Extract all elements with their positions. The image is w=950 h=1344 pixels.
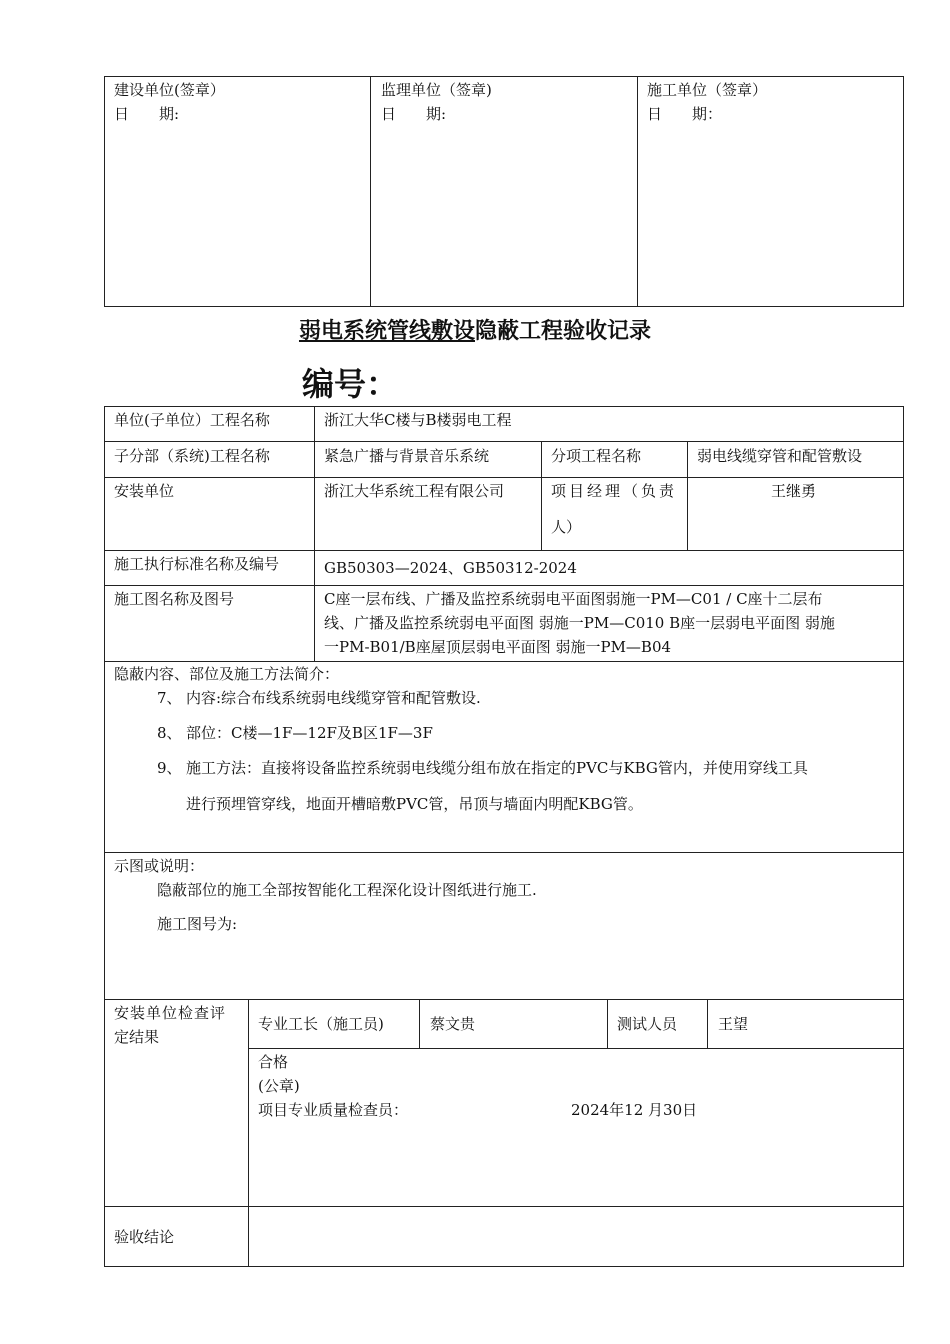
install-unit-value: 浙江大华系统工程有限公司 (324, 482, 505, 500)
drawing-value-line1: C座一层布线、广播及监控系统弱电平面图弱施一PM—C01 / C座十二层布 (324, 590, 823, 608)
construction-unit-seal-label: 建设单位(签章） (114, 81, 225, 99)
row-divider (104, 477, 904, 478)
signature-divider (637, 76, 638, 307)
subdivision-value: 紧急广播与背景音乐系统 (324, 447, 490, 465)
page-title (0, 316, 950, 346)
check-result-label-cont: 定结果 (114, 1028, 160, 1046)
standard-label: 施工执行标准名称及编号 (114, 555, 280, 573)
diagram-note: 隐蔽部位的施工全部按智能化工程深化设计图纸进行施工. (157, 881, 537, 899)
item-name-value: 弱电线缆穿管和配管敷设 (697, 447, 863, 465)
inspector-label: 项目专业质量检查员： (258, 1101, 409, 1119)
title-underlined-part: 弱电系统管线敷设 (298, 318, 475, 344)
supervision-unit-date-label: 日 期: (381, 105, 447, 123)
title-rest: 隐蔽工程验收记录 (475, 318, 652, 344)
concealed-item-text: 部位：C楼—1F—12F及B区1F—3F (186, 724, 433, 742)
row-divider (104, 999, 904, 1000)
row-divider (104, 441, 904, 442)
concealed-item-number: 9、 (157, 759, 182, 777)
column-divider (541, 441, 542, 550)
concealed-item-text: 施工方法：直接将设备监控系统弱电线缆分组布放在指定的PVC与KBG管内，并使用穿线工具 (186, 759, 808, 777)
seal-text: (公章) (258, 1077, 300, 1095)
inspection-date: 2024年12 月30日 (571, 1101, 698, 1119)
standard-value: GB50303—2024、GB50312-2024 (324, 559, 577, 577)
drawing-value-line2: 线、广播及监控系统弱电平面图 弱施一PM—C010 B座一层弱电平面图 弱施 (324, 614, 835, 632)
project-manager-value: 王继勇 (771, 482, 817, 500)
row-divider (104, 550, 904, 551)
install-unit-label: 安装单位 (114, 482, 175, 500)
concealed-content-label: 隐蔽内容、部位及施工方法简介： (114, 665, 340, 683)
contractor-unit-seal-label: 施工单位（签章） (647, 81, 768, 99)
construction-unit-date-label: 日 期: (114, 105, 180, 123)
column-divider (707, 999, 708, 1048)
tester-label: 测试人员 (617, 1015, 678, 1033)
conclusion-label: 验收结论 (114, 1228, 175, 1246)
tester-value: 王望 (718, 1015, 749, 1033)
concealed-item-number: 7、 (157, 689, 182, 707)
document-number-label: 编号： (302, 365, 399, 403)
concealed-item-text-cont: 进行预埋管穿线，地面开槽暗敷PVC管，吊顶与墙面内明配KBG管。 (186, 795, 643, 813)
main-form-table (104, 406, 904, 1267)
item-name-label: 分项工程名称 (551, 447, 642, 465)
supervision-unit-seal-label: 监理单位（签章) (381, 81, 492, 99)
signature-divider (370, 76, 371, 307)
foreman-value: 蔡文贵 (430, 1015, 476, 1033)
column-divider (419, 999, 420, 1048)
concealed-item-text: 内容:综合布线系统弱电线缆穿管和配管敷设. (186, 689, 481, 707)
subdivision-label: 子分部（系统)工程名称 (114, 447, 270, 465)
project-name-value: 浙江大华C楼与B楼弱电工程 (324, 411, 512, 429)
row-divider (104, 585, 904, 586)
row-divider (104, 1206, 904, 1207)
concealed-item-number: 8、 (157, 724, 182, 742)
check-result-label: 安装单位检查评 (114, 1004, 227, 1022)
column-divider (607, 999, 608, 1048)
column-divider (687, 441, 688, 550)
project-manager-label: 项目经理（负责 (551, 482, 678, 500)
drawing-value-line3: 一PM-B01/B座屋顶层弱电平面图 弱施一PM—B04 (324, 638, 672, 656)
contractor-unit-date-label: 日 期： (647, 105, 723, 123)
project-manager-label-cont: 人） (551, 518, 582, 536)
row-divider (104, 661, 904, 662)
column-divider (314, 406, 315, 661)
drawing-label: 施工图名称及图号 (114, 590, 235, 608)
signature-table (104, 76, 904, 307)
diagram-label: 示图或说明： (114, 857, 205, 875)
drawing-number-label: 施工图号为: (157, 915, 238, 933)
row-divider (248, 1048, 904, 1049)
foreman-label: 专业工长（施工员) (258, 1015, 384, 1033)
project-name-label: 单位(子单位）工程名称 (114, 411, 270, 429)
row-divider (104, 852, 904, 853)
qualified-text: 合格 (258, 1053, 289, 1071)
column-divider (248, 999, 249, 1267)
